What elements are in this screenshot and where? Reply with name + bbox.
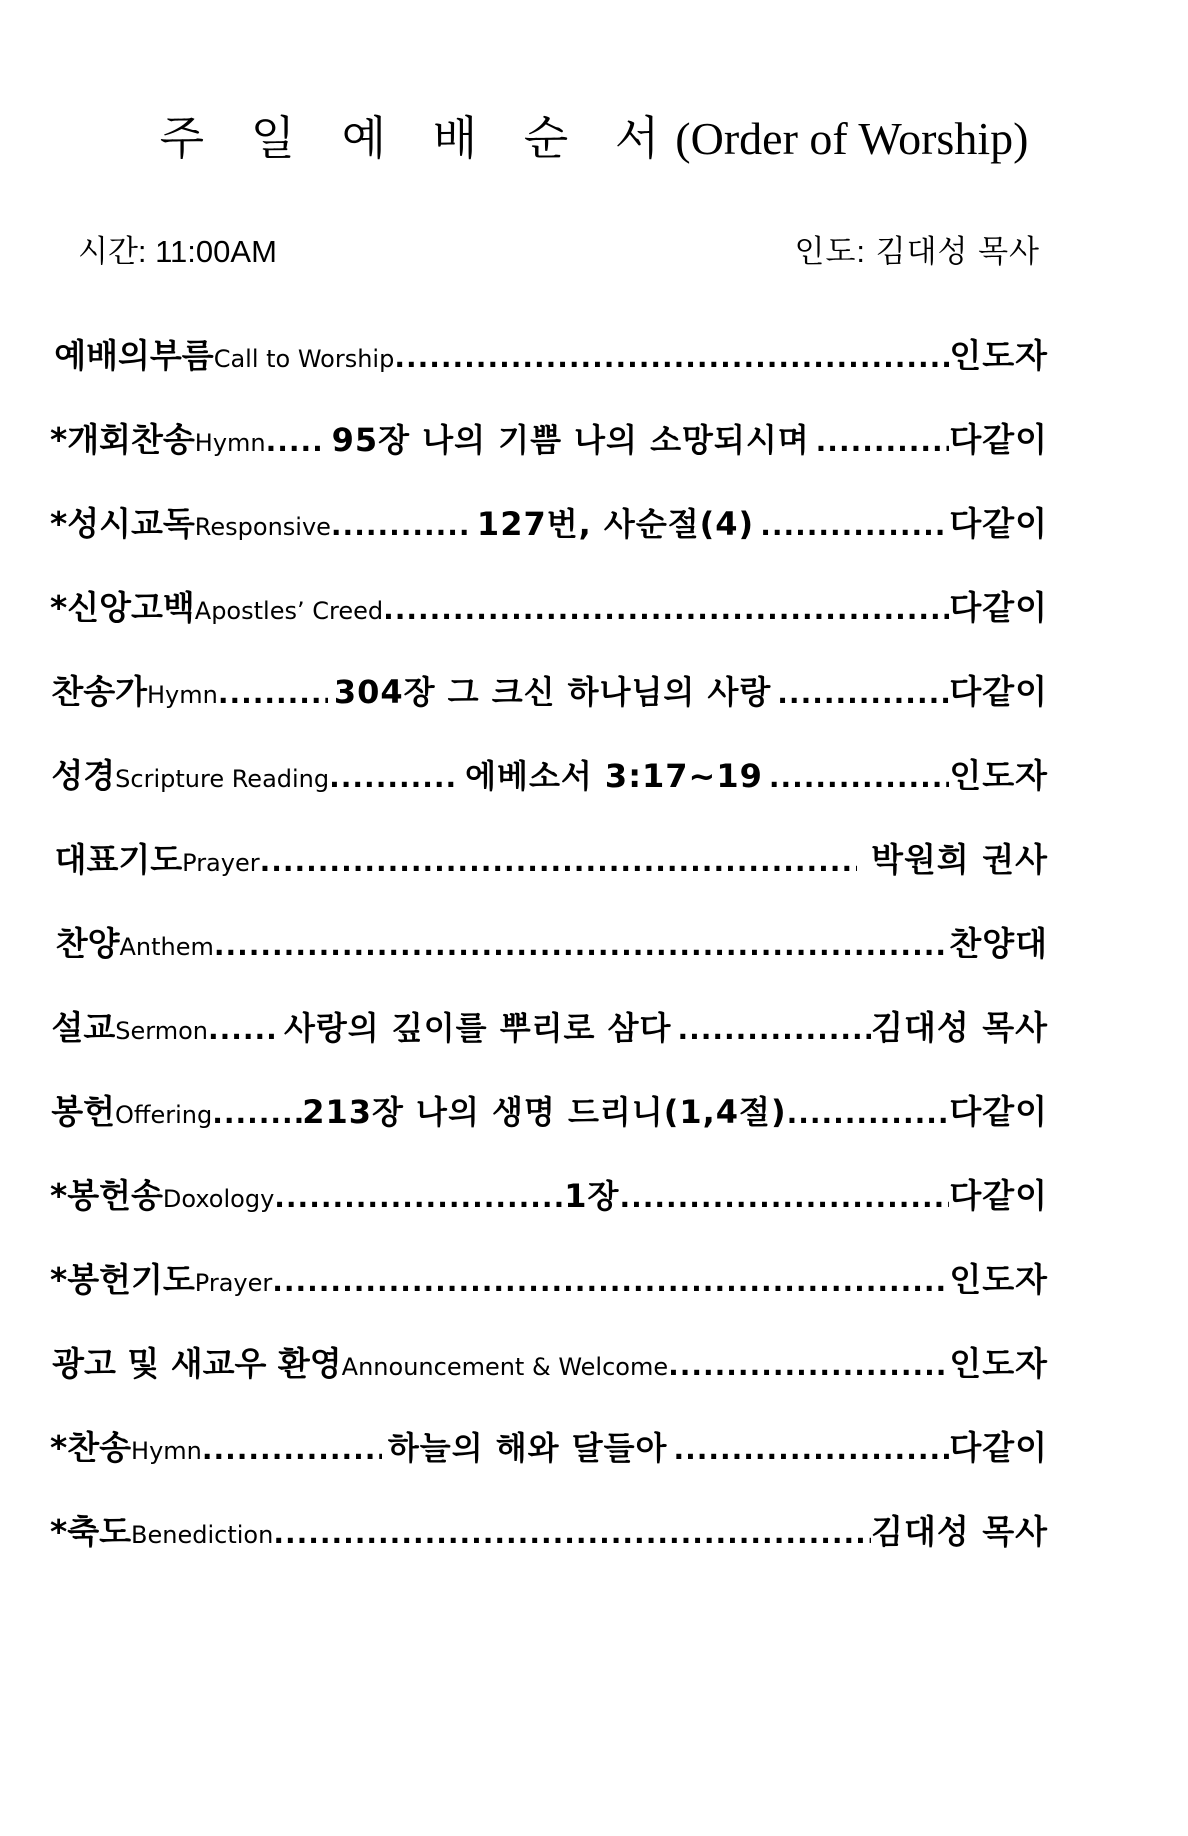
standing-marker: *: [50, 1260, 68, 1299]
dot-leader: [272, 1265, 949, 1298]
program-item-offering-prayer: [50, 1254, 1048, 1338]
item-korean-title: 봉헌기도: [67, 1260, 195, 1299]
dot-leader: [202, 1433, 382, 1466]
dot-leader: [383, 593, 949, 626]
item-english-title: Scripture Reading: [115, 765, 330, 793]
dot-leader: [208, 1013, 278, 1046]
dot-leader: [769, 761, 949, 794]
item-korean-title: 봉헌송: [67, 1176, 163, 1215]
item-detail: 하늘의 해와 달들아: [387, 1429, 668, 1467]
item-english-title: Offering: [115, 1101, 213, 1129]
dot-leader: [816, 425, 950, 458]
item-responsible: 인도자: [949, 1260, 1048, 1299]
dot-leader: [218, 677, 328, 710]
standing-marker: *: [50, 1512, 68, 1551]
item-korean-title: 축도: [67, 1512, 132, 1551]
item-detail: 304장 그 크신 하나님의 사랑: [333, 673, 772, 711]
item-responsible: 박원희 권사: [871, 840, 1048, 879]
item-english-title: Benediction: [131, 1521, 274, 1549]
item-korean-title: 대표기도: [54, 840, 183, 879]
service-leader: 인도: 김대성 목사: [794, 234, 1040, 269]
program-item-announcements: [50, 1338, 1048, 1422]
program-item-anthem: [50, 918, 1048, 1002]
item-detail: 1장: [564, 1177, 620, 1215]
dot-leader: [331, 509, 471, 542]
program-item-benediction: [50, 1506, 1048, 1590]
dot-leader: [677, 1013, 871, 1046]
item-korean-title: 찬송가: [51, 672, 147, 711]
item-english-title: Call to Worship: [213, 345, 395, 373]
item-english-title: Announcement & Welcome: [341, 1353, 669, 1381]
dot-leader: [212, 1097, 302, 1130]
item-korean-title: 찬양: [55, 924, 120, 963]
item-english-title: Sermon: [115, 1017, 208, 1045]
item-responsible: 김대성 목사: [871, 1512, 1048, 1551]
dot-leader: [787, 1097, 950, 1130]
item-korean-title: 개회찬송: [67, 420, 195, 459]
program-item-prayer: [50, 834, 1048, 918]
item-english-title: Hymn: [146, 681, 218, 709]
dot-leader: [273, 1517, 871, 1550]
item-responsible: 다같이: [949, 1092, 1048, 1131]
item-responsible: 김대성 목사: [871, 1008, 1048, 1047]
item-korean-title: 예배의부름: [54, 336, 214, 375]
dot-leader: [214, 929, 950, 962]
dot-leader: [260, 845, 858, 878]
dot-leader: [673, 1433, 949, 1466]
item-responsible: 인도자: [949, 336, 1048, 375]
dot-leader: [619, 1181, 949, 1214]
item-responsible: 다같이: [949, 504, 1048, 543]
dot-leader: [274, 1181, 564, 1214]
item-detail: 213장 나의 생명 드리니(1,4절): [302, 1093, 787, 1131]
standing-marker: *: [50, 504, 68, 543]
program-item-call-to-worship: [50, 330, 1048, 414]
item-korean-title: 봉헌: [51, 1092, 116, 1131]
item-responsible: 다같이: [949, 588, 1048, 627]
program-item-responsive-reading: [50, 498, 1048, 582]
item-korean-title: 광고 및 새교우 환영: [52, 1344, 342, 1383]
item-english-title: Hymn: [131, 1437, 202, 1465]
program-item-opening-hymn: [50, 414, 1048, 498]
dot-leader: [668, 1349, 949, 1382]
dot-leader: [760, 509, 949, 542]
dot-leader: [329, 761, 459, 794]
item-english-title: Apostles’ Creed: [194, 597, 384, 625]
item-responsible: 다같이: [949, 1428, 1048, 1467]
program-item-scripture-reading: [50, 750, 1048, 834]
item-english-title: Prayer: [182, 849, 260, 877]
item-korean-title: 찬송: [67, 1428, 132, 1467]
item-detail: 95장 나의 기쁨 나의 소망되시며: [331, 421, 810, 459]
program-item-closing-hymn: [50, 1422, 1048, 1506]
service-time: 시간: 11:00AM: [78, 234, 277, 269]
page-title-english: (Order of Worship): [675, 113, 1029, 164]
page-title: [0, 108, 1188, 169]
order-of-worship-list: [50, 330, 1048, 1590]
dot-leader: [777, 677, 949, 710]
program-item-sermon: [50, 1002, 1048, 1086]
item-english-title: Hymn: [194, 429, 266, 457]
dot-leader: [266, 425, 326, 458]
standing-marker: *: [50, 420, 68, 459]
item-detail: 127번, 사순절(4): [476, 505, 755, 543]
program-item-doxology: [50, 1170, 1048, 1254]
standing-marker: *: [50, 1176, 68, 1215]
program-item-offering: [50, 1086, 1048, 1170]
item-english-title: Doxology: [162, 1185, 275, 1213]
item-english-title: Anthem: [119, 933, 214, 961]
page-title-korean: 주 일 예 배 순 서: [159, 111, 676, 165]
item-detail: 에베소서 3:17~19: [465, 757, 763, 795]
item-korean-title: 신앙고백: [67, 588, 195, 627]
item-english-title: Prayer: [194, 1269, 273, 1297]
item-korean-title: 성경: [51, 756, 116, 795]
item-responsible: 찬양대: [949, 924, 1048, 963]
program-item-apostles-creed: [50, 582, 1048, 666]
item-detail: 사랑의 깊이를 뿌리로 삼다: [283, 1009, 672, 1047]
item-english-title: Responsive: [194, 513, 331, 541]
item-responsible: 다같이: [949, 1176, 1048, 1215]
item-responsible: 인도자: [949, 756, 1048, 795]
item-korean-title: 성시교독: [67, 504, 195, 543]
standing-marker: *: [50, 588, 68, 627]
dot-leader: [394, 341, 949, 374]
item-responsible: 다같이: [949, 672, 1048, 711]
item-responsible: 인도자: [949, 1344, 1048, 1383]
item-korean-title: 설교: [51, 1008, 116, 1047]
item-responsible: 다같이: [949, 420, 1048, 459]
standing-marker: *: [50, 1428, 68, 1467]
program-item-hymn: [50, 666, 1048, 750]
